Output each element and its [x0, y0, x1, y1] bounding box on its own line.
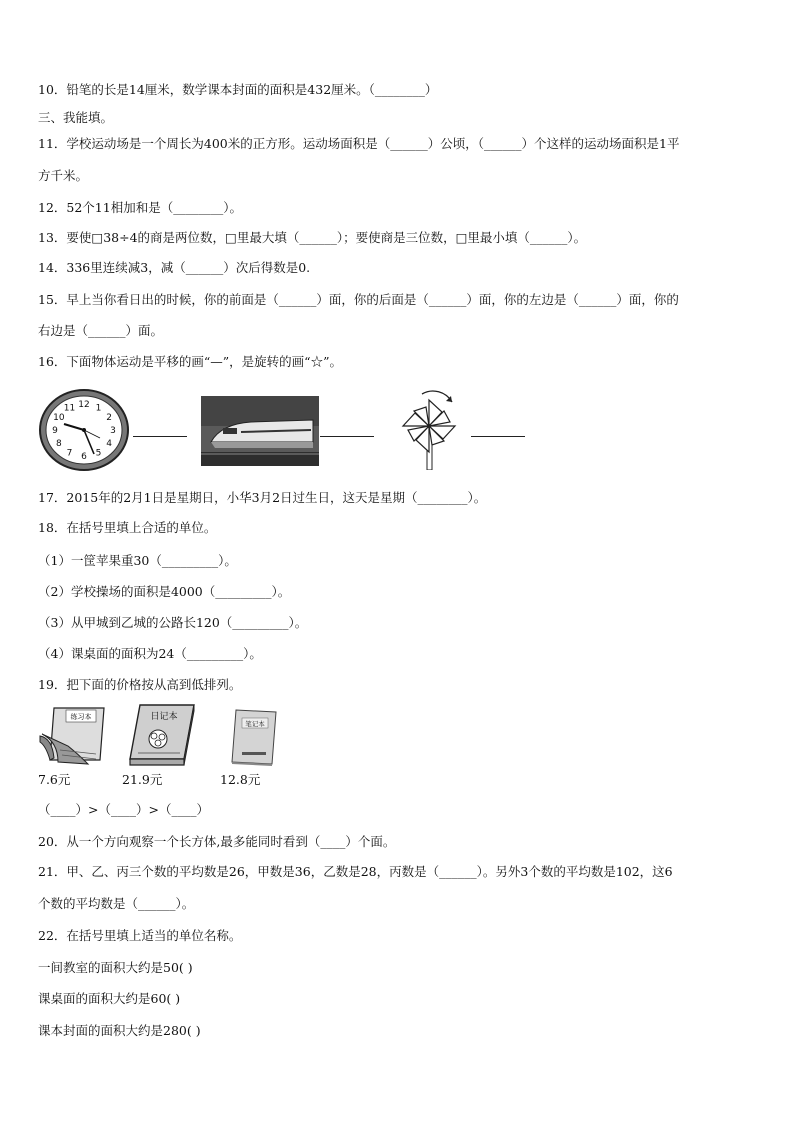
clock-number-7: 7	[66, 448, 73, 459]
clock-number-2: 2	[106, 413, 112, 423]
clock-number-11: 11	[63, 403, 76, 414]
question-19: 19．把下面的价格按从高到低排列。	[38, 677, 242, 692]
clock-number-3: 3	[110, 426, 116, 436]
book-1-label: 练习本	[70, 713, 92, 721]
question-15-line2: 右边是（______）面。	[38, 323, 164, 338]
clock-number-6: 6	[81, 452, 87, 462]
question-13: 13．要使□38÷4的商是两位数，□里最大填（______）；要使商是三位数，□里最小填（______）。	[38, 230, 587, 245]
question-18-4: （4）课桌面的面积为24（_________）。	[38, 646, 262, 661]
question-18-1: （1）一筐苹果重30（_________）。	[38, 553, 237, 568]
question-11-line2: 方千米。	[38, 168, 89, 183]
answer-line-pinwheel[interactable]	[471, 436, 525, 437]
question-18-3: （3）从甲城到乙城的公路长120（_________）。	[38, 615, 308, 630]
section-3-heading: 三、我能填。	[38, 110, 114, 125]
question-12: 12．52个11相加和是（________）。	[38, 200, 242, 215]
question-22-2: 课桌面的面积大约是60( )	[38, 991, 181, 1006]
question-14: 14．336里连续减3，减（______）次后得数是0.	[38, 260, 311, 275]
exercise-book-image	[38, 706, 108, 766]
clock-number-8: 8	[56, 439, 62, 449]
question-19-order: （____）>（____）>（____）	[38, 802, 209, 817]
question-15-line1: 15．早上当你看日出的时候，你的前面是（______）面，你的后面是（______）面，你的左边是（______）面，你的	[38, 292, 679, 307]
question-22: 22．在括号里填上适当的单位名称。	[38, 928, 242, 943]
pinwheel-image	[392, 382, 466, 470]
question-21-line1: 21．甲、乙、丙三个数的平均数是26，甲数是36，乙数是28，丙数是（______）。另外3个数的平均数是102，这6	[38, 864, 673, 879]
book-3-label: 笔记本	[245, 720, 265, 728]
price-2: 21.9元	[122, 772, 163, 787]
clock-number-12: 12	[78, 400, 90, 410]
price-3: 12.8元	[220, 772, 261, 787]
question-16: 16．下面物体运动是平移的画“—”，是旋转的画“☆”。	[38, 354, 342, 369]
clock-number-1: 1	[95, 403, 102, 414]
answer-line-clock[interactable]	[133, 436, 187, 437]
question-18-2: （2）学校操场的面积是4000（_________）。	[38, 584, 291, 599]
question-21-line2: 个数的平均数是（______）。	[38, 896, 195, 911]
train-image	[201, 396, 319, 466]
diary-book-image	[124, 703, 198, 767]
answer-line-train[interactable]	[320, 436, 374, 437]
notebook-image	[228, 708, 280, 768]
clock-number-4: 4	[106, 439, 112, 449]
clock-number-10: 10	[53, 413, 65, 423]
question-22-3: 课本封面的面积大约是280( )	[38, 1023, 201, 1038]
question-17: 17．2015年的2月1日是星期日，小华3月2日过生日，这天是星期（________）。	[38, 490, 487, 505]
book-2-label: 日记本	[150, 712, 178, 722]
question-20: 20．从一个方向观察一个长方体,最多能同时看到（____）个面。	[38, 834, 396, 849]
question-10: 10．铅笔的长是14厘米，数学课本封面的面积是432厘米。（________）	[38, 82, 438, 97]
clock-number-9: 9	[52, 426, 58, 436]
clock-number-5: 5	[95, 448, 102, 459]
clock-image	[38, 388, 130, 472]
question-11-line1: 11．学校运动场是一个周长为400米的正方形。运动场面积是（______）公顷，（______）个这样的运动场面积是1平	[38, 136, 680, 151]
question-18: 18．在括号里填上合适的单位。	[38, 520, 217, 535]
question-22-1: 一间教室的面积大约是50( )	[38, 960, 193, 975]
price-1: 7.6元	[38, 772, 71, 787]
